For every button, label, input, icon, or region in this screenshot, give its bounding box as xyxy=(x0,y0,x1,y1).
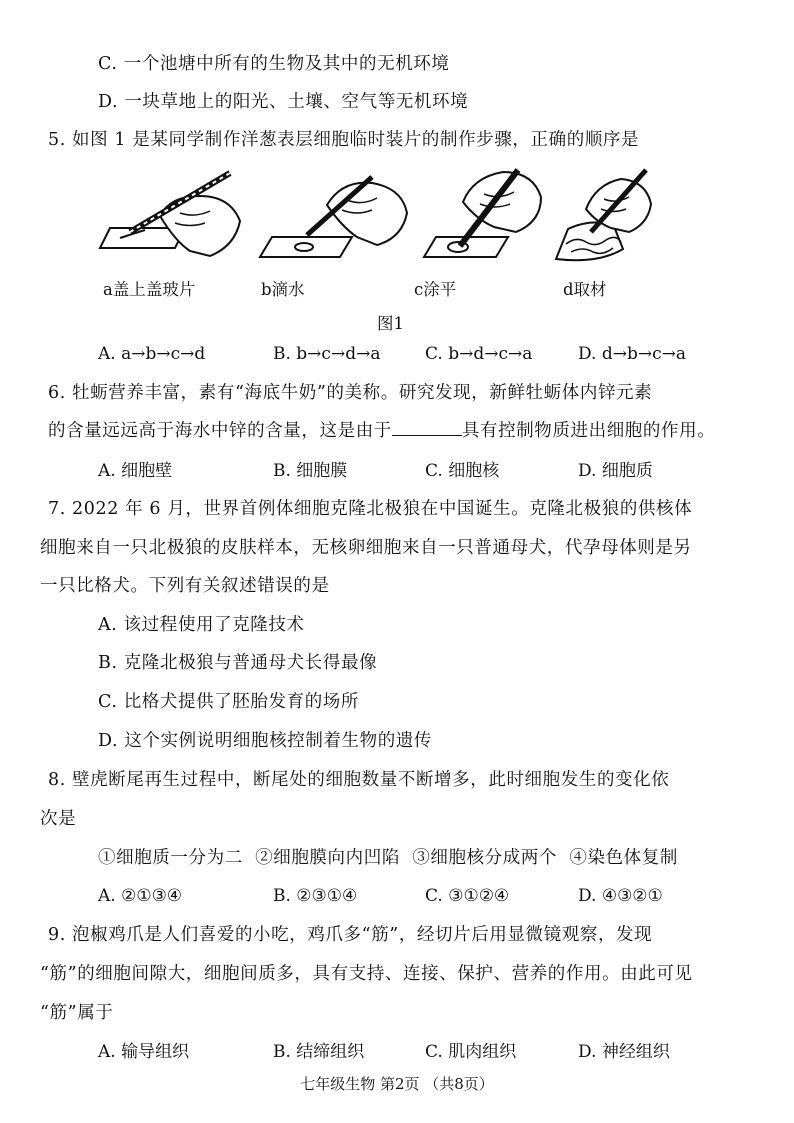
q7-option-d: D. 这个实例说明细胞核控制着生物的遗传 xyxy=(98,731,433,751)
step-d-label: d取材 xyxy=(563,280,607,299)
q8-option-b: B. ②③①④ xyxy=(273,886,358,906)
q8-line1: 8. 壁虎断尾再生过程中，断尾处的细胞数量不断增多，此时细胞发生的变化依 xyxy=(48,770,670,790)
q8-option-a: A. ②①③④ xyxy=(98,886,183,906)
figure-step-d-take-material xyxy=(546,164,656,272)
q9-option-a: A. 输导组织 xyxy=(98,1042,190,1062)
q7-line1: 7. 2022 年 6 月，世界首例体细胞克隆北极狼在中国诞生。克隆北极狼的供核体 xyxy=(48,499,693,519)
q8-items: ①细胞质一分为二 ②细胞膜向内凹陷 ③细胞核分成两个 ④染色体复制 xyxy=(98,848,678,868)
q6-line2-before: 的含量远远高于海水中锌的含量，这是由于 xyxy=(48,421,392,441)
q6-line2-after: 具有控制物质进出细胞的作用。 xyxy=(461,421,716,441)
figure-step-c-spread xyxy=(418,162,548,272)
q7-line3: 一只比格犬。下列有关叙述错误的是 xyxy=(40,576,330,596)
q6-option-a: A. 细胞壁 xyxy=(98,461,173,481)
figure-step-b-drop-water xyxy=(252,165,412,270)
q4-option-d: D. 一块草地上的阳光、土壤、空气等无机环境 xyxy=(98,92,469,112)
q9-option-b: B. 结缔组织 xyxy=(273,1042,365,1062)
q6-option-c: C. 细胞核 xyxy=(425,461,500,481)
q7-option-c: C. 比格犬提供了胚胎发育的场所 xyxy=(98,692,359,712)
q5-stem: 5. 如图 1 是某同学制作洋葱表层细胞临时装片的制作步骤，正确的顺序是 xyxy=(48,130,640,150)
q7-option-a: A. 该过程使用了克隆技术 xyxy=(98,615,305,635)
q4-option-c: C. 一个池塘中所有的生物及其中的无机环境 xyxy=(98,54,450,74)
q9-option-c: C. 肌肉组织 xyxy=(425,1042,517,1062)
q5-option-b: B. b→c→d→a xyxy=(273,344,381,364)
q6-option-d: D. 细胞质 xyxy=(578,461,653,481)
q9-line3: “筋”属于 xyxy=(40,1003,114,1023)
q6-option-b: B. 细胞膜 xyxy=(273,461,348,481)
q7-option-b: B. 克隆北极狼与普通母犬长得最像 xyxy=(98,653,378,673)
q7-line2: 细胞来自一只北极狼的皮肤样本，无核卵细胞来自一只普通母犬，代孕母体则是另 xyxy=(40,538,692,558)
step-c-label: c涂平 xyxy=(414,280,457,299)
q5-option-d: D. d→b→c→a xyxy=(578,344,686,364)
q8-option-c: C. ③①②④ xyxy=(425,886,510,906)
q9-line2: “筋”的细胞间隙大，细胞间质多，具有支持、连接、保护、营养的作用。由此可见 xyxy=(40,964,693,984)
q9-option-d: D. 神经组织 xyxy=(578,1042,670,1062)
page-footer: 七年级生物 第2页 （共8页） xyxy=(300,1075,494,1093)
q9-line1: 9. 泡椒鸡爪是人们喜爱的小吃，鸡爪多“筋”，经切片后用显微镜观察，发现 xyxy=(48,925,653,945)
q6-line2 xyxy=(48,419,715,443)
q8-option-d: D. ④③②① xyxy=(578,886,663,906)
q8-line2: 次是 xyxy=(40,809,77,829)
figure-step-a-coverslip xyxy=(90,168,260,268)
step-a-label: a盖上盖玻片 xyxy=(103,280,196,299)
q6-answer-blank xyxy=(392,421,462,436)
step-b-label: b滴水 xyxy=(261,280,305,299)
figure-title: 图1 xyxy=(377,314,404,333)
q5-option-c: C. b→d→c→a xyxy=(425,344,533,364)
q5-option-a: A. a→b→c→d xyxy=(98,344,206,364)
q6-line1: 6. 牡蛎营养丰富，素有“海底牛奶”的美称。研究发现，新鲜牡蛎体内锌元素 xyxy=(48,383,653,403)
